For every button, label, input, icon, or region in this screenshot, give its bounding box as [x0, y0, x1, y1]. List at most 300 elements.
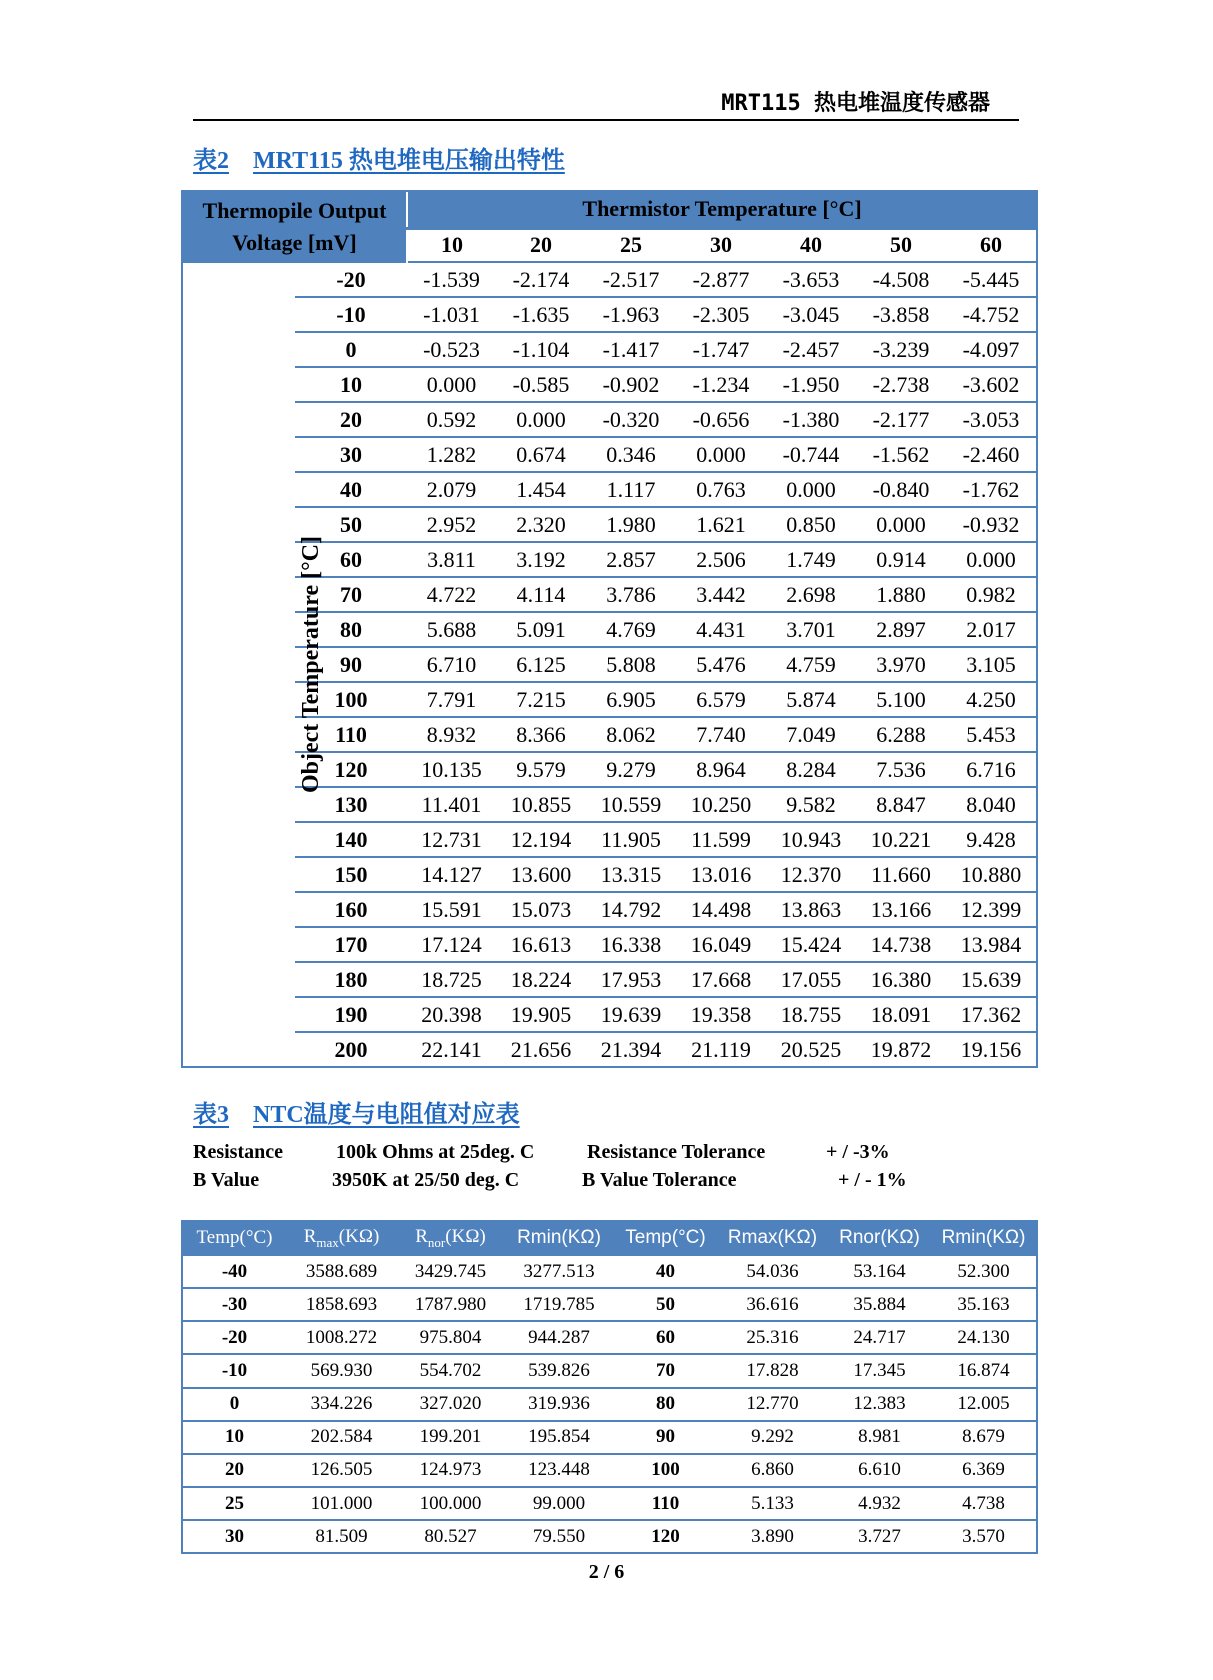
ntc-temp-cell: 70	[614, 1354, 717, 1387]
ntc-resistance-cell: 124.973	[397, 1454, 504, 1487]
ntc-resistance-cell: 36.616	[717, 1288, 828, 1321]
ntc-resistance-cell: 1008.272	[286, 1321, 397, 1354]
ntc-temp-cell: -30	[183, 1288, 286, 1321]
ntc-header-temp-1: Temp(°C)	[183, 1222, 286, 1255]
voltage-cell: 3.105	[946, 647, 1036, 682]
voltage-cell: 0.000	[946, 542, 1036, 577]
voltage-cell: 2.857	[586, 542, 676, 577]
voltage-cell: 6.288	[856, 717, 946, 752]
document-header-title: MRT115 热电堆温度传感器	[721, 91, 990, 116]
ntc-resistance-cell: 24.717	[828, 1321, 931, 1354]
voltage-cell: -1.234	[676, 367, 766, 402]
table-row	[183, 1032, 1036, 1066]
voltage-cell: 1.282	[407, 437, 496, 472]
voltage-cell: 9.428	[946, 822, 1036, 857]
voltage-cell: 4.722	[407, 577, 496, 612]
voltage-cell: 10.250	[676, 787, 766, 822]
voltage-cell: 5.874	[766, 682, 856, 717]
object-temp-row-label: 200	[295, 1032, 407, 1066]
table-row	[183, 1388, 1036, 1421]
voltage-cell: 0.592	[407, 402, 496, 437]
voltage-cell: -3.653	[766, 262, 856, 297]
voltage-cell: 19.358	[676, 997, 766, 1032]
ntc-resistance-cell: 6.860	[717, 1454, 828, 1487]
thermistor-temperature-header: Thermistor Temperature [°C]	[407, 192, 1036, 228]
voltage-cell: 10.135	[407, 752, 496, 787]
voltage-cell: -4.508	[856, 262, 946, 297]
voltage-cell: 5.688	[407, 612, 496, 647]
resistance-label: Resistance	[193, 1141, 283, 1163]
resistance-tolerance-label: Resistance Tolerance	[587, 1141, 766, 1163]
thermopile-voltage-body	[183, 262, 1036, 1066]
table-row	[183, 297, 1036, 332]
ntc-temp-cell: 50	[614, 1288, 717, 1321]
voltage-cell: 8.062	[586, 717, 676, 752]
ntc-resistance-cell: 3.890	[717, 1520, 828, 1552]
voltage-cell: -2.305	[676, 297, 766, 332]
ntc-resistance-cell: 4.738	[931, 1487, 1036, 1520]
resistance-value: 100k Ohms at 25deg. C	[336, 1141, 535, 1163]
voltage-cell: 3.192	[496, 542, 586, 577]
ntc-resistance-cell: 35.163	[931, 1288, 1036, 1321]
ntc-resistance-cell: 1787.980	[397, 1288, 504, 1321]
voltage-cell: 8.284	[766, 752, 856, 787]
table-row	[183, 857, 1036, 892]
voltage-cell: 16.380	[856, 962, 946, 997]
voltage-cell: -2.177	[856, 402, 946, 437]
table-row	[183, 1487, 1036, 1520]
voltage-cell: 11.401	[407, 787, 496, 822]
voltage-cell: 4.759	[766, 647, 856, 682]
voltage-cell: -0.523	[407, 332, 496, 367]
table-row	[183, 927, 1036, 962]
voltage-cell: 0.000	[496, 402, 586, 437]
voltage-cell: 7.791	[407, 682, 496, 717]
ntc-resistance-cell: 1858.693	[286, 1288, 397, 1321]
voltage-cell: 2.017	[946, 612, 1036, 647]
thermistor-temp-col-header: 25	[586, 228, 676, 262]
ntc-resistance-cell: 569.930	[286, 1354, 397, 1387]
voltage-cell: 0.763	[676, 472, 766, 507]
voltage-cell: -1.031	[407, 297, 496, 332]
voltage-cell: -3.053	[946, 402, 1036, 437]
voltage-cell: 6.579	[676, 682, 766, 717]
voltage-cell: 17.953	[586, 962, 676, 997]
object-temp-row-label: 140	[295, 822, 407, 857]
voltage-cell: 20.398	[407, 997, 496, 1032]
voltage-cell: 7.536	[856, 752, 946, 787]
voltage-cell: 8.932	[407, 717, 496, 752]
ntc-resistance-cell: 6.610	[828, 1454, 931, 1487]
thermopile-output-header-line2: Voltage [mV]	[232, 229, 357, 255]
voltage-cell: 12.731	[407, 822, 496, 857]
voltage-cell: 16.338	[586, 927, 676, 962]
table-row	[183, 1288, 1036, 1321]
object-temp-row-label: 80	[295, 612, 407, 647]
table-row	[183, 472, 1036, 507]
voltage-cell: -0.840	[856, 472, 946, 507]
ntc-resistance-grid	[183, 1222, 1036, 1552]
ntc-header-rnor-1	[397, 1222, 504, 1255]
table-row	[183, 1520, 1036, 1552]
table-row	[183, 1321, 1036, 1354]
voltage-cell: 5.091	[496, 612, 586, 647]
voltage-cell: 16.613	[496, 927, 586, 962]
voltage-cell: -0.585	[496, 367, 586, 402]
ntc-temp-cell: 20	[183, 1454, 286, 1487]
ntc-resistance-cell: 8.679	[931, 1421, 1036, 1454]
ntc-resistance-cell: 554.702	[397, 1354, 504, 1387]
voltage-cell: -0.932	[946, 507, 1036, 542]
object-temp-row-label: -10	[295, 297, 407, 332]
thermopile-output-header	[183, 192, 407, 262]
voltage-cell: 19.156	[946, 1032, 1036, 1066]
table-row	[183, 262, 1036, 297]
table-row	[183, 332, 1036, 367]
table3-caption	[193, 1094, 520, 1129]
object-temp-row-label: 20	[295, 402, 407, 437]
ntc-temp-cell: -10	[183, 1354, 286, 1387]
table2-caption	[193, 140, 565, 175]
voltage-cell: 2.506	[676, 542, 766, 577]
table-row	[183, 1454, 1036, 1487]
thermopile-voltage-grid	[183, 192, 1036, 1066]
voltage-cell: 11.660	[856, 857, 946, 892]
voltage-cell: -3.602	[946, 367, 1036, 402]
voltage-cell: -1.539	[407, 262, 496, 297]
ntc-temp-cell: 0	[183, 1388, 286, 1421]
voltage-cell: 13.984	[946, 927, 1036, 962]
voltage-cell: 3.786	[586, 577, 676, 612]
voltage-cell: -4.752	[946, 297, 1036, 332]
voltage-cell: 1.454	[496, 472, 586, 507]
voltage-cell: 0.000	[856, 507, 946, 542]
table-row	[183, 437, 1036, 472]
thermistor-temp-col-header: 10	[407, 228, 496, 262]
ntc-resistance-cell: 123.448	[504, 1454, 614, 1487]
voltage-cell: 17.668	[676, 962, 766, 997]
ntc-header-rnor-1-unit: (KΩ)	[445, 1225, 486, 1247]
voltage-cell: 4.769	[586, 612, 676, 647]
voltage-cell: 13.863	[766, 892, 856, 927]
ntc-temp-cell: 120	[614, 1520, 717, 1552]
ntc-resistance-cell: 3277.513	[504, 1255, 614, 1288]
voltage-cell: -0.902	[586, 367, 676, 402]
voltage-cell: 10.880	[946, 857, 1036, 892]
voltage-cell: 15.591	[407, 892, 496, 927]
voltage-cell: 12.194	[496, 822, 586, 857]
voltage-cell: 2.320	[496, 507, 586, 542]
voltage-cell: 21.656	[496, 1032, 586, 1066]
ntc-temp-cell: 110	[614, 1487, 717, 1520]
table-row	[183, 997, 1036, 1032]
object-temp-row-label: 70	[295, 577, 407, 612]
ntc-header-rnor-2: Rnor(KΩ)	[828, 1222, 931, 1255]
ntc-temp-cell: 40	[614, 1255, 717, 1288]
thermistor-temp-col-header: 20	[496, 228, 586, 262]
ntc-temp-cell: -20	[183, 1321, 286, 1354]
voltage-cell: -1.104	[496, 332, 586, 367]
voltage-cell: 10.943	[766, 822, 856, 857]
ntc-resistance-cell: 99.000	[504, 1487, 614, 1520]
ntc-resistance-cell: 3429.745	[397, 1255, 504, 1288]
voltage-cell: -2.174	[496, 262, 586, 297]
ntc-header-rmax-1-sub: max	[316, 1234, 339, 1250]
ntc-resistance-cell: 52.300	[931, 1255, 1036, 1288]
ntc-header-rmin-1: Rmin(KΩ)	[504, 1222, 614, 1255]
thermistor-temp-col-header: 30	[676, 228, 766, 262]
table-row	[183, 1255, 1036, 1288]
table-row	[183, 962, 1036, 997]
voltage-cell: 0.914	[856, 542, 946, 577]
voltage-cell: 17.055	[766, 962, 856, 997]
voltage-cell: 1.880	[856, 577, 946, 612]
voltage-cell: 3.442	[676, 577, 766, 612]
ntc-resistance-cell: 12.005	[931, 1388, 1036, 1421]
header-rule	[193, 119, 1019, 121]
object-temp-row-label: -20	[295, 262, 407, 297]
ntc-resistance-cell: 327.020	[397, 1388, 504, 1421]
ntc-resistance-cell: 8.981	[828, 1421, 931, 1454]
ntc-resistance-cell: 54.036	[717, 1255, 828, 1288]
table-row	[183, 367, 1036, 402]
voltage-cell: -3.239	[856, 332, 946, 367]
voltage-cell: 10.855	[496, 787, 586, 822]
ntc-resistance-cell: 5.133	[717, 1487, 828, 1520]
voltage-cell: 20.525	[766, 1032, 856, 1066]
voltage-cell: 13.016	[676, 857, 766, 892]
table-row	[183, 892, 1036, 927]
ntc-temp-cell: -40	[183, 1255, 286, 1288]
voltage-cell: 3.701	[766, 612, 856, 647]
ntc-resistance-cell: 319.936	[504, 1388, 614, 1421]
voltage-cell: -0.320	[586, 402, 676, 437]
table-row	[183, 402, 1036, 437]
ntc-header-rmax-1-main: R	[303, 1225, 317, 1247]
ntc-temp-cell: 90	[614, 1421, 717, 1454]
ntc-header-rnor-1-sub: nor	[427, 1234, 446, 1250]
voltage-cell: 6.125	[496, 647, 586, 682]
voltage-cell: 19.905	[496, 997, 586, 1032]
object-temp-row-label: 110	[295, 717, 407, 752]
table2-caption-number: 表2	[193, 148, 229, 174]
voltage-cell: 13.600	[496, 857, 586, 892]
voltage-cell: 2.698	[766, 577, 856, 612]
voltage-cell: 8.847	[856, 787, 946, 822]
voltage-cell: 18.755	[766, 997, 856, 1032]
voltage-cell: 16.049	[676, 927, 766, 962]
ntc-resistance-cell: 17.345	[828, 1354, 931, 1387]
object-temp-row-label: 0	[295, 332, 407, 367]
object-temp-row-label: 190	[295, 997, 407, 1032]
ntc-resistance-cell: 539.826	[504, 1354, 614, 1387]
voltage-cell: 2.079	[407, 472, 496, 507]
voltage-cell: -2.738	[856, 367, 946, 402]
object-temp-row-label: 100	[295, 682, 407, 717]
voltage-cell: 11.599	[676, 822, 766, 857]
voltage-cell: -4.097	[946, 332, 1036, 367]
ntc-resistance-cell: 25.316	[717, 1321, 828, 1354]
ntc-resistance-cell: 24.130	[931, 1321, 1036, 1354]
voltage-cell: 21.119	[676, 1032, 766, 1066]
voltage-cell: 3.970	[856, 647, 946, 682]
b-value-value: 3950K at 25/50 deg. C	[332, 1169, 520, 1191]
ntc-resistance-body	[183, 1255, 1036, 1552]
object-temp-row-label: 50	[295, 507, 407, 542]
voltage-cell: 0.982	[946, 577, 1036, 612]
voltage-cell: 0.850	[766, 507, 856, 542]
page-number: 2 / 6	[588, 1561, 625, 1583]
b-value-label: B Value	[193, 1169, 260, 1191]
voltage-cell: -5.445	[946, 262, 1036, 297]
ntc-resistance-cell: 9.292	[717, 1421, 828, 1454]
voltage-cell: -1.963	[586, 297, 676, 332]
voltage-cell: -1.562	[856, 437, 946, 472]
voltage-cell: 11.905	[586, 822, 676, 857]
voltage-cell: 18.091	[856, 997, 946, 1032]
thermistor-temp-col-header: 40	[766, 228, 856, 262]
ntc-resistance-cell: 4.932	[828, 1487, 931, 1520]
voltage-cell: 10.221	[856, 822, 946, 857]
ntc-resistance-cell: 126.505	[286, 1454, 397, 1487]
object-temp-row-label: 150	[295, 857, 407, 892]
voltage-cell: 19.872	[856, 1032, 946, 1066]
voltage-cell: 0.000	[676, 437, 766, 472]
voltage-cell: -1.950	[766, 367, 856, 402]
ntc-resistance-cell: 334.226	[286, 1388, 397, 1421]
table-row	[183, 1354, 1036, 1387]
voltage-cell: 15.639	[946, 962, 1036, 997]
voltage-cell: 0.000	[766, 472, 856, 507]
object-temp-row-label: 120	[295, 752, 407, 787]
ntc-temp-cell: 80	[614, 1388, 717, 1421]
ntc-resistance-cell: 12.770	[717, 1388, 828, 1421]
ntc-resistance-cell: 6.369	[931, 1454, 1036, 1487]
voltage-cell: 0.000	[407, 367, 496, 402]
voltage-cell: 6.716	[946, 752, 1036, 787]
voltage-cell: 7.049	[766, 717, 856, 752]
b-value-tolerance-value: + / - 1%	[838, 1169, 907, 1191]
voltage-cell: 1.749	[766, 542, 856, 577]
voltage-cell: -2.877	[676, 262, 766, 297]
object-temp-row-label: 170	[295, 927, 407, 962]
object-temp-row-label: 40	[295, 472, 407, 507]
table-row	[183, 1421, 1036, 1454]
object-temperature-axis	[183, 262, 325, 1066]
voltage-cell: 8.964	[676, 752, 766, 787]
ntc-resistance-cell: 53.164	[828, 1255, 931, 1288]
object-temp-row-label: 90	[295, 647, 407, 682]
voltage-cell: 0.674	[496, 437, 586, 472]
ntc-resistance-cell: 195.854	[504, 1421, 614, 1454]
voltage-cell: 6.710	[407, 647, 496, 682]
table-row	[183, 822, 1036, 857]
voltage-cell: -3.858	[856, 297, 946, 332]
ntc-resistance-cell: 199.201	[397, 1421, 504, 1454]
voltage-cell: 12.370	[766, 857, 856, 892]
voltage-cell: -1.380	[766, 402, 856, 437]
voltage-cell: -2.457	[766, 332, 856, 367]
b-value-tolerance-label: B Value Tolerance	[582, 1169, 737, 1191]
ntc-temp-cell: 25	[183, 1487, 286, 1520]
resistance-tolerance-value: + / -3%	[826, 1141, 890, 1163]
voltage-cell: 8.040	[946, 787, 1036, 822]
voltage-cell: -1.747	[676, 332, 766, 367]
voltage-cell: 22.141	[407, 1032, 496, 1066]
table3-caption-text: NTC温度与电阻值对应表	[253, 1102, 520, 1128]
object-temp-row-label: 30	[295, 437, 407, 472]
voltage-cell: 14.738	[856, 927, 946, 962]
ntc-header-rmin-2: Rmin(KΩ)	[931, 1222, 1036, 1255]
voltage-cell: 0.346	[586, 437, 676, 472]
ntc-resistance-cell: 16.874	[931, 1354, 1036, 1387]
ntc-resistance-cell: 975.804	[397, 1321, 504, 1354]
thermopile-voltage-table	[181, 190, 1038, 1068]
ntc-resistance-cell: 3.727	[828, 1520, 931, 1552]
voltage-cell: 1.980	[586, 507, 676, 542]
voltage-cell: 9.582	[766, 787, 856, 822]
ntc-resistance-cell: 3588.689	[286, 1255, 397, 1288]
object-temp-row-label: 160	[295, 892, 407, 927]
voltage-cell: -2.460	[946, 437, 1036, 472]
voltage-cell: 3.811	[407, 542, 496, 577]
ntc-resistance-cell: 1719.785	[504, 1288, 614, 1321]
voltage-cell: 1.621	[676, 507, 766, 542]
ntc-resistance-cell: 944.287	[504, 1321, 614, 1354]
ntc-header-rnor-1-main: R	[415, 1225, 428, 1247]
ntc-header-rmax-1-unit: (KΩ)	[338, 1225, 380, 1247]
ntc-resistance-cell: 100.000	[397, 1487, 504, 1520]
thermopile-output-header-line1: Thermopile Output	[202, 197, 387, 223]
voltage-cell: -1.417	[586, 332, 676, 367]
voltage-cell: 10.559	[586, 787, 676, 822]
voltage-cell: 12.399	[946, 892, 1036, 927]
ntc-header-temp-2: Temp(°C)	[614, 1222, 717, 1255]
voltage-cell: 17.124	[407, 927, 496, 962]
voltage-cell: 9.579	[496, 752, 586, 787]
voltage-cell: 15.424	[766, 927, 856, 962]
voltage-cell: 2.952	[407, 507, 496, 542]
voltage-cell: 14.127	[407, 857, 496, 892]
voltage-cell: 14.792	[586, 892, 676, 927]
object-temperature-label: Object Temperature [°C]	[298, 535, 325, 794]
voltage-cell: 5.808	[586, 647, 676, 682]
voltage-cell: 19.639	[586, 997, 676, 1032]
ntc-temp-cell: 100	[614, 1454, 717, 1487]
voltage-cell: 5.453	[946, 717, 1036, 752]
ntc-header-rmax-1	[286, 1222, 397, 1255]
voltage-cell: 5.100	[856, 682, 946, 717]
ntc-resistance-cell: 3.570	[931, 1520, 1036, 1552]
ntc-resistance-cell: 35.884	[828, 1288, 931, 1321]
voltage-cell: -0.656	[676, 402, 766, 437]
object-temp-row-label: 130	[295, 787, 407, 822]
voltage-cell: 13.166	[856, 892, 946, 927]
voltage-cell: 4.250	[946, 682, 1036, 717]
ntc-resistance-cell: 80.527	[397, 1520, 504, 1552]
voltage-cell: 1.117	[586, 472, 676, 507]
ntc-temp-cell: 10	[183, 1421, 286, 1454]
voltage-cell: 14.498	[676, 892, 766, 927]
ntc-temp-cell: 60	[614, 1321, 717, 1354]
ntc-resistance-cell: 202.584	[286, 1421, 397, 1454]
voltage-cell: 2.897	[856, 612, 946, 647]
voltage-cell: -1.762	[946, 472, 1036, 507]
voltage-cell: 7.740	[676, 717, 766, 752]
table3-caption-number: 表3	[193, 1102, 229, 1128]
table2-caption-text: MRT115 热电堆电压输出特性	[253, 148, 565, 174]
ntc-resistance-table	[181, 1220, 1038, 1554]
